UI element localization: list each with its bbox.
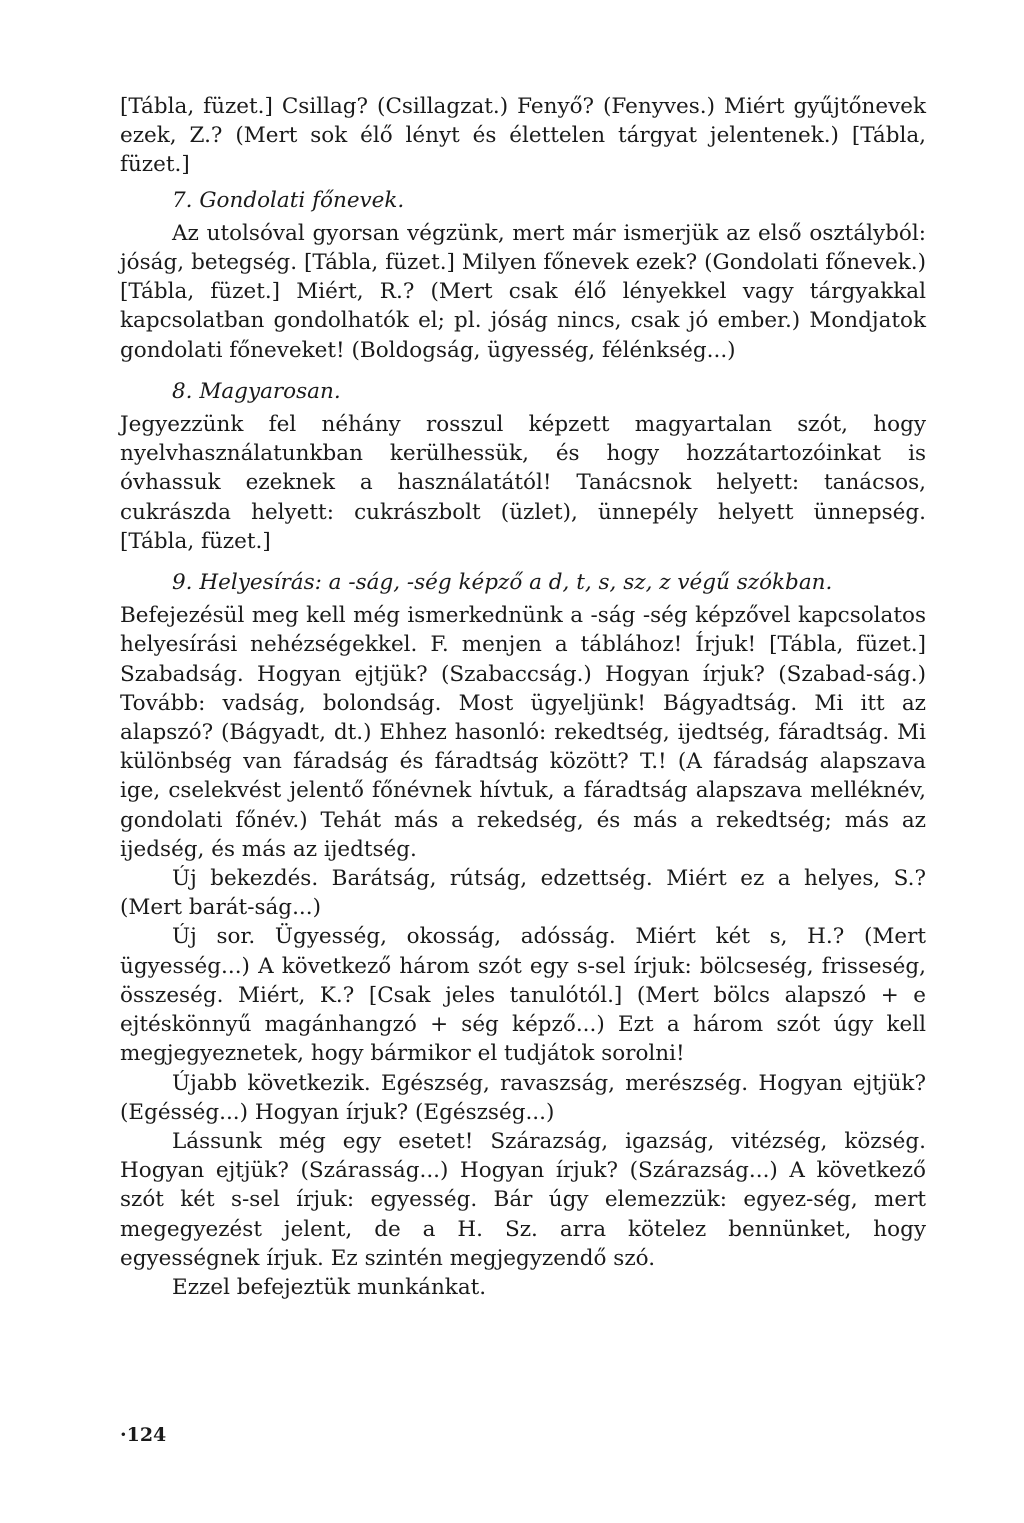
paragraph-2: Az utolsóval gyorsan végzünk, mert már ismerjük az első osztályból: jóság, betegség. [Tábla, füzet.] Milyen főnevek ezek? (Gondolati főnevek.) [Tábla, füzet.] Miért, R.? (Mert csak élő lényekkel vagy tárgyakkal kapcsolatban gondolhatók el; pl. jóság nincs, csak jó ember.) Mondjatok gondolati főneveket! (Boldogság, ügyesség, félénkség...) xyxy=(120,220,926,363)
section-heading-9: 9. Helyesírás: a -ság, -ség képző a d, t, s, sz, z végű szókban. xyxy=(172,570,833,596)
paragraph-7: Újabb következik. Egészség, ravaszság, merészség. Hogyan ejtjük? (Egésség...) Hogyan írjuk? (Egészség...) xyxy=(120,1070,926,1125)
paragraph-4: Befejezésül meg kell még ismerkednünk a -ság -ség képzővel kapcsolatos helyesírási nehézségekkel. F. menjen a táblához! Írjuk! [Tábla, füzet.] Szabadság. Hogyan ejtjük? (Szabaccság.) Hogyan írjuk? (Szabad-ság.) Tovább: vadság, bolondság. Most ügyeljünk! Bágyadtság. Mi itt az alapszó? (Bágyadt, dt.) Ehhez hasonló: rekedtség, ijedtség, fáradtság. Mi különbség van fáradság és fáradtság között? T.! (A fáradság alapszava ige, cselekvést jelentő főnévnek hívtuk, a fáradtság alapszava melléknév, gondolati főnév.) Tehát más a rekedség, és más a rekedtség; más az ijedség, és más az ijedtség. xyxy=(120,603,926,862)
page-text xyxy=(120,92,926,1302)
section-heading-8: 8. Magyarosan. xyxy=(172,378,341,404)
paragraph-3: Jegyezzünk fel néhány rosszul képzett magyartalan szót, hogy nyelvhasználatunkban kerülhessük, és hogy hozzátartozóinkat is óvhassuk ezeknek a használatától! Tanácsnok helyett: tanácsos, cukrászda helyett: cukrászbolt (üzlet), ünnepély helyett ünnepség. [Tábla, füzet.] xyxy=(120,412,926,554)
paragraph-9: Ezzel befejeztük munkánkat. xyxy=(172,1274,487,1300)
paragraph-6: Új sor. Ügyesség, okosság, adósság. Miért két s, H.? (Mert ügyesség...) A következő három szót egy s-sel írjuk: bölcseség, frisseség, összeség. Miért, K.? [Csak jeles tanulótól.] (Mert bölcs alapszó + e ejtéskönnyű magánhangzó + ség képző...) Ezt a három szót úgy kell megjegyeznetek, hogy bármikor el tudjátok sorolni! xyxy=(120,924,926,1067)
section-heading-7: 7. Gondolati főnevek. xyxy=(172,187,405,213)
paragraph-1: [Tábla, füzet.] Csillag? (Csillagzat.) Fenyő? (Fenyves.) Miért gyűjtőnevek ezek, Z.? (Mert sok élő lényt és élettelen tárgyat jelentenek.) [Tábla, füzet.] xyxy=(120,94,926,178)
paragraph-5: Új bekezdés. Barátság, rútság, edzettség. Miért ez a helyes, S.? (Mert barát-ság...) xyxy=(120,866,926,921)
page-number: ·124 xyxy=(120,1424,167,1446)
paragraph-8: Lássunk még egy esetet! Szárazság, igazság, vitézség, község. Hogyan ejtjük? (Szárasság...) Hogyan írjuk? (Szárazság...) A következő szót két s-sel írjuk: egyesség. Bár úgy elemezzük: egyez-ség, mert megegyezést jelent, de a H. Sz. arra kötelez bennünket, hogy egyességnek írjuk. Ez szintén megjegyzendő szó. xyxy=(120,1128,926,1271)
